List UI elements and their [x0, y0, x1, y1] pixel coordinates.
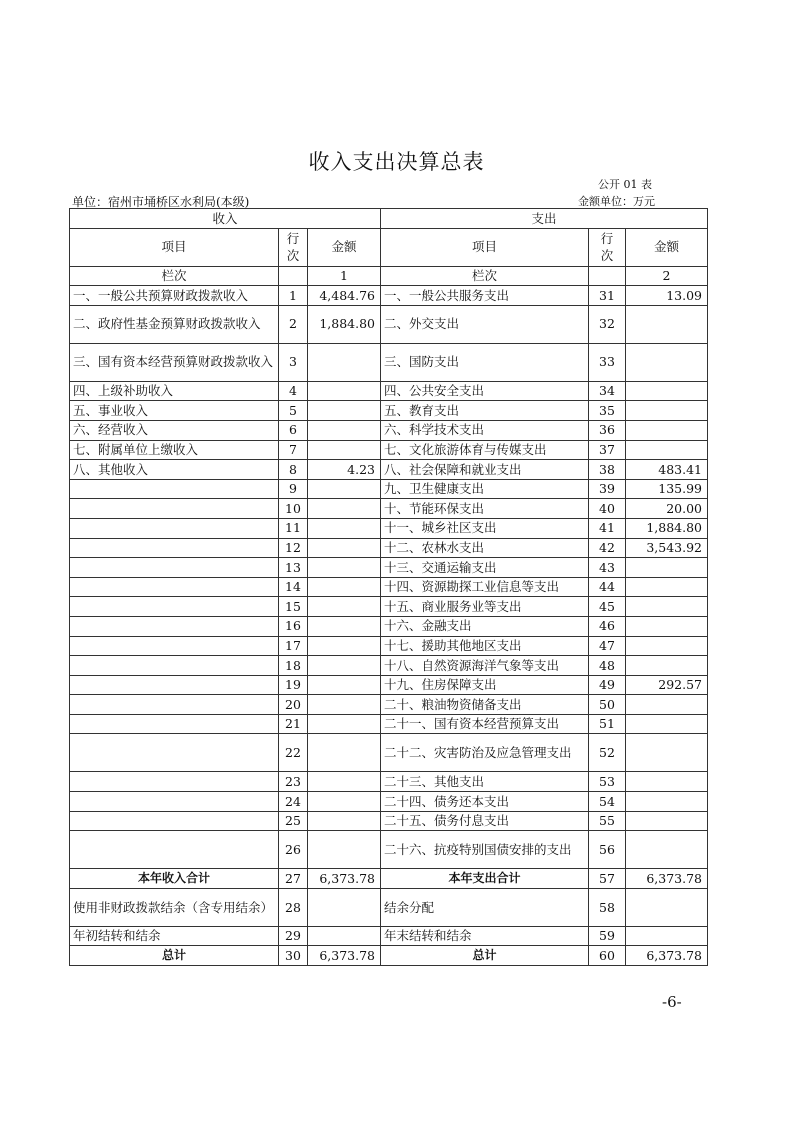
income-line-no: 22	[279, 734, 308, 772]
income-amount: 1,884.80	[308, 305, 381, 343]
income-line-no: 15	[279, 597, 308, 617]
income-amount: 4.23	[308, 460, 381, 480]
expense-item: 本年支出合计	[381, 869, 589, 889]
expense-item: 年末结转和结余	[381, 926, 589, 946]
expense-line-no: 48	[589, 656, 626, 676]
table-row	[70, 675, 708, 695]
income-amount	[308, 538, 381, 558]
expense-line-no: 37	[589, 440, 626, 460]
form-number: 公开 01 表	[598, 178, 652, 191]
expense-item: 二十二、灾害防治及应急管理支出	[381, 734, 589, 772]
income-item	[70, 499, 279, 519]
expense-item: 七、文化旅游体育与传媒支出	[381, 440, 589, 460]
expense-line-no: 36	[589, 420, 626, 440]
income-item	[70, 675, 279, 695]
page-title: 收入支出决算总表	[308, 150, 485, 174]
table-row	[70, 636, 708, 656]
expense-amount: 6,373.78	[626, 946, 708, 966]
expense-amount: 483.41	[626, 460, 708, 480]
expense-amount: 292.57	[626, 675, 708, 695]
income-line-header: 行次	[279, 228, 308, 266]
expense-line-header: 行次	[589, 228, 626, 266]
expense-line-no: 47	[589, 636, 626, 656]
income-amount	[308, 401, 381, 421]
expense-amount: 135.99	[626, 479, 708, 499]
expense-amount	[626, 305, 708, 343]
expense-item: 十二、农林水支出	[381, 538, 589, 558]
expense-line-no: 57	[589, 869, 626, 889]
income-item	[70, 518, 279, 538]
expense-line-no: 52	[589, 734, 626, 772]
total-row	[70, 946, 708, 966]
income-amount	[308, 811, 381, 831]
income-amount	[308, 831, 381, 869]
income-amount	[308, 656, 381, 676]
expense-amount	[626, 401, 708, 421]
income-item	[70, 558, 279, 578]
income-amount: 6,373.78	[308, 946, 381, 966]
expense-item: 二十五、债务付息支出	[381, 811, 589, 831]
expense-col-number: 2	[626, 266, 708, 286]
expense-amount	[626, 831, 708, 869]
expense-line-no: 49	[589, 675, 626, 695]
expense-line-no: 53	[589, 772, 626, 792]
income-amount	[308, 577, 381, 597]
income-line-no: 7	[279, 440, 308, 460]
income-item: 使用非财政拨款结余（含专用结余）	[70, 888, 279, 926]
expense-line-no: 32	[589, 305, 626, 343]
table-row	[70, 558, 708, 578]
income-line-no: 2	[279, 305, 308, 343]
income-amount	[308, 381, 381, 401]
income-amount	[308, 440, 381, 460]
expense-amount: 20.00	[626, 499, 708, 519]
expense-line-no: 59	[589, 926, 626, 946]
income-amount	[308, 479, 381, 499]
income-line-no: 30	[279, 946, 308, 966]
expense-line-no: 58	[589, 888, 626, 926]
table-row	[70, 577, 708, 597]
income-item: 六、经营收入	[70, 420, 279, 440]
income-item	[70, 636, 279, 656]
table-row	[70, 460, 708, 480]
expense-amount	[626, 656, 708, 676]
income-line-no: 27	[279, 869, 308, 889]
income-line-no: 28	[279, 888, 308, 926]
expense-line-no: 33	[589, 343, 626, 381]
expense-amount: 3,543.92	[626, 538, 708, 558]
income-amount	[308, 714, 381, 734]
table-row	[70, 420, 708, 440]
table-row	[70, 440, 708, 460]
income-amount-header: 金额	[308, 228, 381, 266]
income-line-no: 16	[279, 616, 308, 636]
expense-item: 二十三、其他支出	[381, 772, 589, 792]
expense-line-no: 42	[589, 538, 626, 558]
expense-amount	[626, 695, 708, 715]
income-line-no: 8	[279, 460, 308, 480]
expense-line-no: 60	[589, 946, 626, 966]
income-item	[70, 479, 279, 499]
income-line-no: 20	[279, 695, 308, 715]
income-line-no: 26	[279, 831, 308, 869]
expense-amount	[626, 558, 708, 578]
table-row	[70, 831, 708, 869]
expense-item: 十七、援助其他地区支出	[381, 636, 589, 656]
table-row	[70, 305, 708, 343]
income-line-no: 1	[279, 286, 308, 306]
expense-amount	[626, 577, 708, 597]
income-line-no: 4	[279, 381, 308, 401]
income-item	[70, 792, 279, 812]
income-line-no: 9	[279, 479, 308, 499]
expense-item-header: 项目	[381, 228, 589, 266]
income-line-no: 24	[279, 792, 308, 812]
expense-amount	[626, 440, 708, 460]
expense-amount	[626, 597, 708, 617]
table-row	[70, 792, 708, 812]
income-line-no: 18	[279, 656, 308, 676]
table-row	[70, 811, 708, 831]
table-row	[70, 695, 708, 715]
income-amount	[308, 695, 381, 715]
table-row	[70, 286, 708, 306]
income-item	[70, 734, 279, 772]
expense-item: 结余分配	[381, 888, 589, 926]
income-col-number: 1	[308, 266, 381, 286]
table-row	[70, 538, 708, 558]
income-line-no: 3	[279, 343, 308, 381]
expense-amount: 13.09	[626, 286, 708, 306]
table-row	[70, 656, 708, 676]
income-amount	[308, 888, 381, 926]
expense-item: 三、国防支出	[381, 343, 589, 381]
income-item	[70, 597, 279, 617]
expense-line-no: 46	[589, 616, 626, 636]
expense-line-no: 31	[589, 286, 626, 306]
income-line-no: 12	[279, 538, 308, 558]
income-amount	[308, 772, 381, 792]
expense-line-no: 40	[589, 499, 626, 519]
expense-item: 四、公共安全支出	[381, 381, 589, 401]
expense-line-no: 51	[589, 714, 626, 734]
income-item: 年初结转和结余	[70, 926, 279, 946]
income-item	[70, 714, 279, 734]
income-item	[70, 577, 279, 597]
income-item-header: 项目	[70, 228, 279, 266]
expense-item: 十、节能环保支出	[381, 499, 589, 519]
income-line-no: 19	[279, 675, 308, 695]
expense-item: 五、教育支出	[381, 401, 589, 421]
expense-amount	[626, 772, 708, 792]
table-row	[70, 772, 708, 792]
income-line-no: 21	[279, 714, 308, 734]
income-amount	[308, 636, 381, 656]
expense-amount	[626, 616, 708, 636]
expense-line-no: 44	[589, 577, 626, 597]
expense-amount	[626, 926, 708, 946]
income-item	[70, 616, 279, 636]
income-item	[70, 772, 279, 792]
expense-item: 总计	[381, 946, 589, 966]
expense-item: 二、外交支出	[381, 305, 589, 343]
expense-amount-header: 金额	[626, 228, 708, 266]
income-line-no: 25	[279, 811, 308, 831]
table-row	[70, 518, 708, 538]
income-item: 二、政府性基金预算财政拨款收入	[70, 305, 279, 343]
expense-amount	[626, 888, 708, 926]
expense-item: 十九、住房保障支出	[381, 675, 589, 695]
expense-line-no: 50	[589, 695, 626, 715]
expense-line-no: 35	[589, 401, 626, 421]
expense-amount	[626, 343, 708, 381]
expense-item: 八、社会保障和就业支出	[381, 460, 589, 480]
expense-line-no: 38	[589, 460, 626, 480]
expense-item: 十六、金融支出	[381, 616, 589, 636]
table-row	[70, 479, 708, 499]
expense-amount	[626, 420, 708, 440]
expense-item: 二十一、国有资本经营预算支出	[381, 714, 589, 734]
income-item: 一、一般公共预算财政拨款收入	[70, 286, 279, 306]
expense-item: 十八、自然资源海洋气象等支出	[381, 656, 589, 676]
income-line-no: 17	[279, 636, 308, 656]
table-row	[70, 381, 708, 401]
expense-line-no: 43	[589, 558, 626, 578]
income-item: 七、附属单位上缴收入	[70, 440, 279, 460]
income-item: 八、其他收入	[70, 460, 279, 480]
expense-line-no: 56	[589, 831, 626, 869]
income-amount	[308, 597, 381, 617]
income-item	[70, 695, 279, 715]
expense-amount	[626, 734, 708, 772]
expense-item: 六、科学技术支出	[381, 420, 589, 440]
expense-amount	[626, 714, 708, 734]
income-line-no: 10	[279, 499, 308, 519]
expense-item: 十三、交通运输支出	[381, 558, 589, 578]
income-amount	[308, 558, 381, 578]
income-amount	[308, 734, 381, 772]
income-item: 五、事业收入	[70, 401, 279, 421]
table-row	[70, 343, 708, 381]
expense-item: 十一、城乡社区支出	[381, 518, 589, 538]
income-line-no: 5	[279, 401, 308, 421]
expense-col-label: 栏次	[381, 266, 589, 286]
income-item	[70, 656, 279, 676]
expense-line-no: 54	[589, 792, 626, 812]
table-row	[70, 401, 708, 421]
page-number: -6-	[662, 993, 682, 1011]
income-item: 四、上级补助收入	[70, 381, 279, 401]
income-amount	[308, 518, 381, 538]
income-col-label: 栏次	[70, 266, 279, 286]
table-row	[70, 734, 708, 772]
expense-header: 支出	[381, 209, 708, 229]
expense-amount: 1,884.80	[626, 518, 708, 538]
total-row	[70, 869, 708, 889]
table-row	[70, 888, 708, 926]
expense-line-no: 34	[589, 381, 626, 401]
expense-item: 十五、商业服务业等支出	[381, 597, 589, 617]
income-amount	[308, 792, 381, 812]
expense-item: 一、一般公共服务支出	[381, 286, 589, 306]
income-expense-table	[69, 208, 708, 966]
expense-item: 二十四、债务还本支出	[381, 792, 589, 812]
expense-amount	[626, 792, 708, 812]
income-col-blank	[279, 266, 308, 286]
expense-item: 九、卫生健康支出	[381, 479, 589, 499]
table-row	[70, 616, 708, 636]
income-item	[70, 811, 279, 831]
expense-amount: 6,373.78	[626, 869, 708, 889]
income-line-no: 6	[279, 420, 308, 440]
income-item: 总计	[70, 946, 279, 966]
expense-item: 二十、粮油物资储备支出	[381, 695, 589, 715]
unit-label: 单位：宿州市埇桥区水利局(本级)	[72, 195, 250, 209]
income-amount	[308, 926, 381, 946]
table-row	[70, 499, 708, 519]
income-line-no: 13	[279, 558, 308, 578]
income-line-no: 11	[279, 518, 308, 538]
expense-line-no: 45	[589, 597, 626, 617]
income-item	[70, 831, 279, 869]
table-row	[70, 714, 708, 734]
income-header: 收入	[70, 209, 381, 229]
expense-amount	[626, 381, 708, 401]
income-line-no: 14	[279, 577, 308, 597]
expense-amount	[626, 811, 708, 831]
expense-amount	[626, 636, 708, 656]
income-amount	[308, 616, 381, 636]
expense-item: 十四、资源勘探工业信息等支出	[381, 577, 589, 597]
income-amount	[308, 499, 381, 519]
expense-item: 二十六、抗疫特别国债安排的支出	[381, 831, 589, 869]
table-row	[70, 926, 708, 946]
income-item	[70, 538, 279, 558]
income-amount	[308, 420, 381, 440]
income-item: 本年收入合计	[70, 869, 279, 889]
money-unit-label: 金额单位：万元	[578, 195, 655, 208]
income-amount	[308, 675, 381, 695]
expense-col-blank	[589, 266, 626, 286]
income-amount	[308, 343, 381, 381]
income-amount: 6,373.78	[308, 869, 381, 889]
table-row	[70, 597, 708, 617]
expense-line-no: 55	[589, 811, 626, 831]
expense-line-no: 39	[589, 479, 626, 499]
expense-line-no: 41	[589, 518, 626, 538]
income-line-no: 23	[279, 772, 308, 792]
income-item: 三、国有资本经营预算财政拨款收入	[70, 343, 279, 381]
income-line-no: 29	[279, 926, 308, 946]
income-amount: 4,484.76	[308, 286, 381, 306]
